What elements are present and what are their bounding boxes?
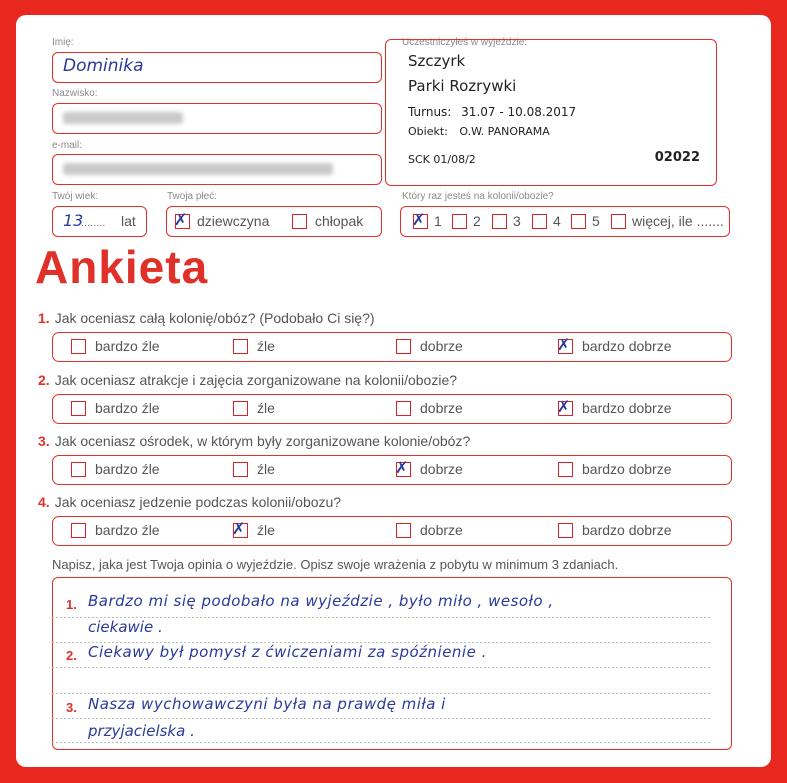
option-checkbox[interactable]: [71, 401, 86, 416]
stamp-number: 02022: [654, 150, 700, 165]
opinion-text-1b: ciekawie .: [88, 618, 163, 636]
question-label: Jak oceniasz całą kolonię/obóz? (Podobało Ci się?): [54, 310, 375, 326]
times-1-label: 1: [434, 213, 442, 229]
opinion-text-3a: Nasza wychowawczyni była na prawdę miła i: [88, 695, 446, 713]
option-checkbox[interactable]: [396, 523, 411, 538]
option-checkbox[interactable]: [557, 335, 573, 354]
times-5-checkbox[interactable]: [571, 214, 586, 229]
email-label: e-mail:: [52, 140, 83, 151]
option-checkbox[interactable]: [395, 458, 411, 477]
option-label: bardzo dobrze: [582, 338, 672, 354]
participant-label: Uczestniczyłeś w wyjeździe:: [402, 37, 528, 48]
question-4-options: [52, 516, 732, 546]
opinion-text-2a: Ciekawy był pomysł z ćwiczeniami za spóźnienie .: [88, 643, 487, 661]
times-3-label: 3: [513, 213, 521, 229]
opinion-line: [52, 667, 712, 668]
age-dots: ........: [81, 217, 106, 229]
option-label: dobrze: [420, 461, 463, 477]
opinion-prompt: Napisz, jaka jest Twoja opinia o wyjeździe. Opisz swoje wrażenia z pobytu w minimum 3 zdaniach.: [52, 557, 619, 572]
times-more-label: więcej, ile .......: [632, 213, 724, 229]
times-2-label: 2: [473, 213, 481, 229]
option-label: bardzo źle: [95, 461, 160, 477]
option-label: źle: [257, 338, 275, 354]
gender-female-label: dziewczyna: [197, 213, 270, 229]
stamp-obiekt-value: O.W. PANORAMA: [459, 125, 550, 138]
gender-female-checkbox[interactable]: ✗: [175, 214, 190, 229]
option-checkbox[interactable]: [71, 339, 86, 354]
option-checkbox[interactable]: [232, 519, 248, 538]
option-label: bardzo dobrze: [582, 461, 672, 477]
stamp-obiekt-label: Obiekt:: [408, 125, 448, 138]
option-label: bardzo źle: [95, 338, 160, 354]
camp-stamp: [385, 39, 717, 186]
option-label: źle: [257, 522, 275, 538]
times-4-checkbox[interactable]: [532, 214, 547, 229]
gender-field: [166, 206, 382, 237]
option-label: dobrze: [420, 522, 463, 538]
check-mark-icon: ✗: [557, 335, 571, 354]
option-checkbox[interactable]: [233, 462, 248, 477]
stamp-turnus: [408, 105, 576, 119]
opinion-num-1: 1.: [66, 597, 77, 612]
option-checkbox[interactable]: [557, 397, 573, 416]
times-5-label: 5: [592, 213, 600, 229]
times-3-checkbox[interactable]: [492, 214, 507, 229]
question-3-text: [38, 433, 470, 449]
gender-male-checkbox[interactable]: [292, 214, 307, 229]
age-unit: lat: [121, 213, 136, 229]
name-value: Dominika: [63, 56, 144, 76]
option-checkbox[interactable]: [233, 401, 248, 416]
option-label: źle: [257, 400, 275, 416]
option-label: bardzo źle: [95, 522, 160, 538]
opinion-line: [52, 718, 712, 719]
surname-redacted: [63, 112, 183, 124]
times-label: Który raz jesteś na kolonii/obozie?: [402, 191, 554, 202]
question-3-options: [52, 455, 732, 485]
stamp-program: Parki Rozrywki: [408, 77, 517, 95]
age-value: 13: [63, 211, 84, 230]
option-label: bardzo dobrze: [582, 522, 672, 538]
times-field: [400, 206, 730, 237]
gender-label: Twoja płeć:: [167, 191, 218, 202]
option-label: bardzo dobrze: [582, 400, 672, 416]
question-label: Jak oceniasz ośrodek, w którym były zorganizowane kolonie/obóz?: [54, 433, 471, 449]
stamp-turnus-label: Turnus:: [408, 105, 452, 119]
option-checkbox[interactable]: [396, 339, 411, 354]
surname-field[interactable]: [52, 103, 382, 134]
stamp-city: Szczyrk: [408, 52, 466, 70]
name-label: Imię:: [52, 37, 74, 48]
question-label: Jak oceniasz jedzenie podczas kolonii/obozu?: [54, 494, 342, 510]
check-mark-icon: ✗: [232, 519, 246, 538]
times-4-label: 4: [553, 213, 561, 229]
question-label: Jak oceniasz atrakcje i zajęcia zorganizowane na kolonii/obozie?: [54, 372, 458, 388]
question-1-text: [38, 310, 375, 326]
opinion-num-3: 3.: [66, 700, 77, 715]
question-number: 1.: [38, 310, 50, 326]
question-number: 2.: [38, 372, 50, 388]
option-checkbox[interactable]: [71, 462, 86, 477]
surname-label: Nazwisko:: [52, 88, 98, 99]
option-label: dobrze: [420, 338, 463, 354]
check-mark-icon: ✗: [557, 397, 571, 416]
option-checkbox[interactable]: [396, 401, 411, 416]
option-checkbox[interactable]: [558, 523, 573, 538]
question-2-options: [52, 394, 732, 424]
opinion-text-1a: Bardzo mi się podobało na wyjeździe , było miło , wesoło ,: [88, 592, 554, 610]
page-title: Ankieta: [35, 241, 209, 293]
check-mark-icon: ✗: [395, 458, 409, 477]
question-2-text: [38, 372, 457, 388]
option-checkbox[interactable]: [233, 339, 248, 354]
option-label: bardzo źle: [95, 400, 160, 416]
opinion-text-3b: przyjacielska .: [88, 722, 195, 740]
email-field[interactable]: [52, 154, 382, 185]
email-redacted: [63, 163, 333, 175]
option-label: dobrze: [420, 400, 463, 416]
opinion-num-2: 2.: [66, 648, 77, 663]
age-label: Twój wiek:: [52, 191, 99, 202]
option-label: źle: [257, 461, 275, 477]
option-checkbox[interactable]: [558, 462, 573, 477]
stamp-code: SCK 01/08/2: [408, 153, 476, 166]
gender-male-label: chłopak: [315, 213, 364, 229]
question-number: 4.: [38, 494, 50, 510]
age-field[interactable]: [52, 206, 147, 237]
stamp-turnus-value: 31.07 - 10.08.2017: [461, 105, 577, 119]
times-more-checkbox[interactable]: [611, 214, 626, 229]
stamp-obiekt: [408, 125, 550, 138]
name-field[interactable]: [52, 52, 382, 83]
option-checkbox[interactable]: [71, 523, 86, 538]
question-number: 3.: [38, 433, 50, 449]
question-1-options: [52, 332, 732, 362]
question-4-text: [38, 494, 341, 510]
times-2-checkbox[interactable]: [452, 214, 467, 229]
opinion-line: [52, 742, 712, 743]
opinion-line: [52, 693, 712, 694]
times-1-checkbox[interactable]: ✗: [413, 214, 428, 229]
